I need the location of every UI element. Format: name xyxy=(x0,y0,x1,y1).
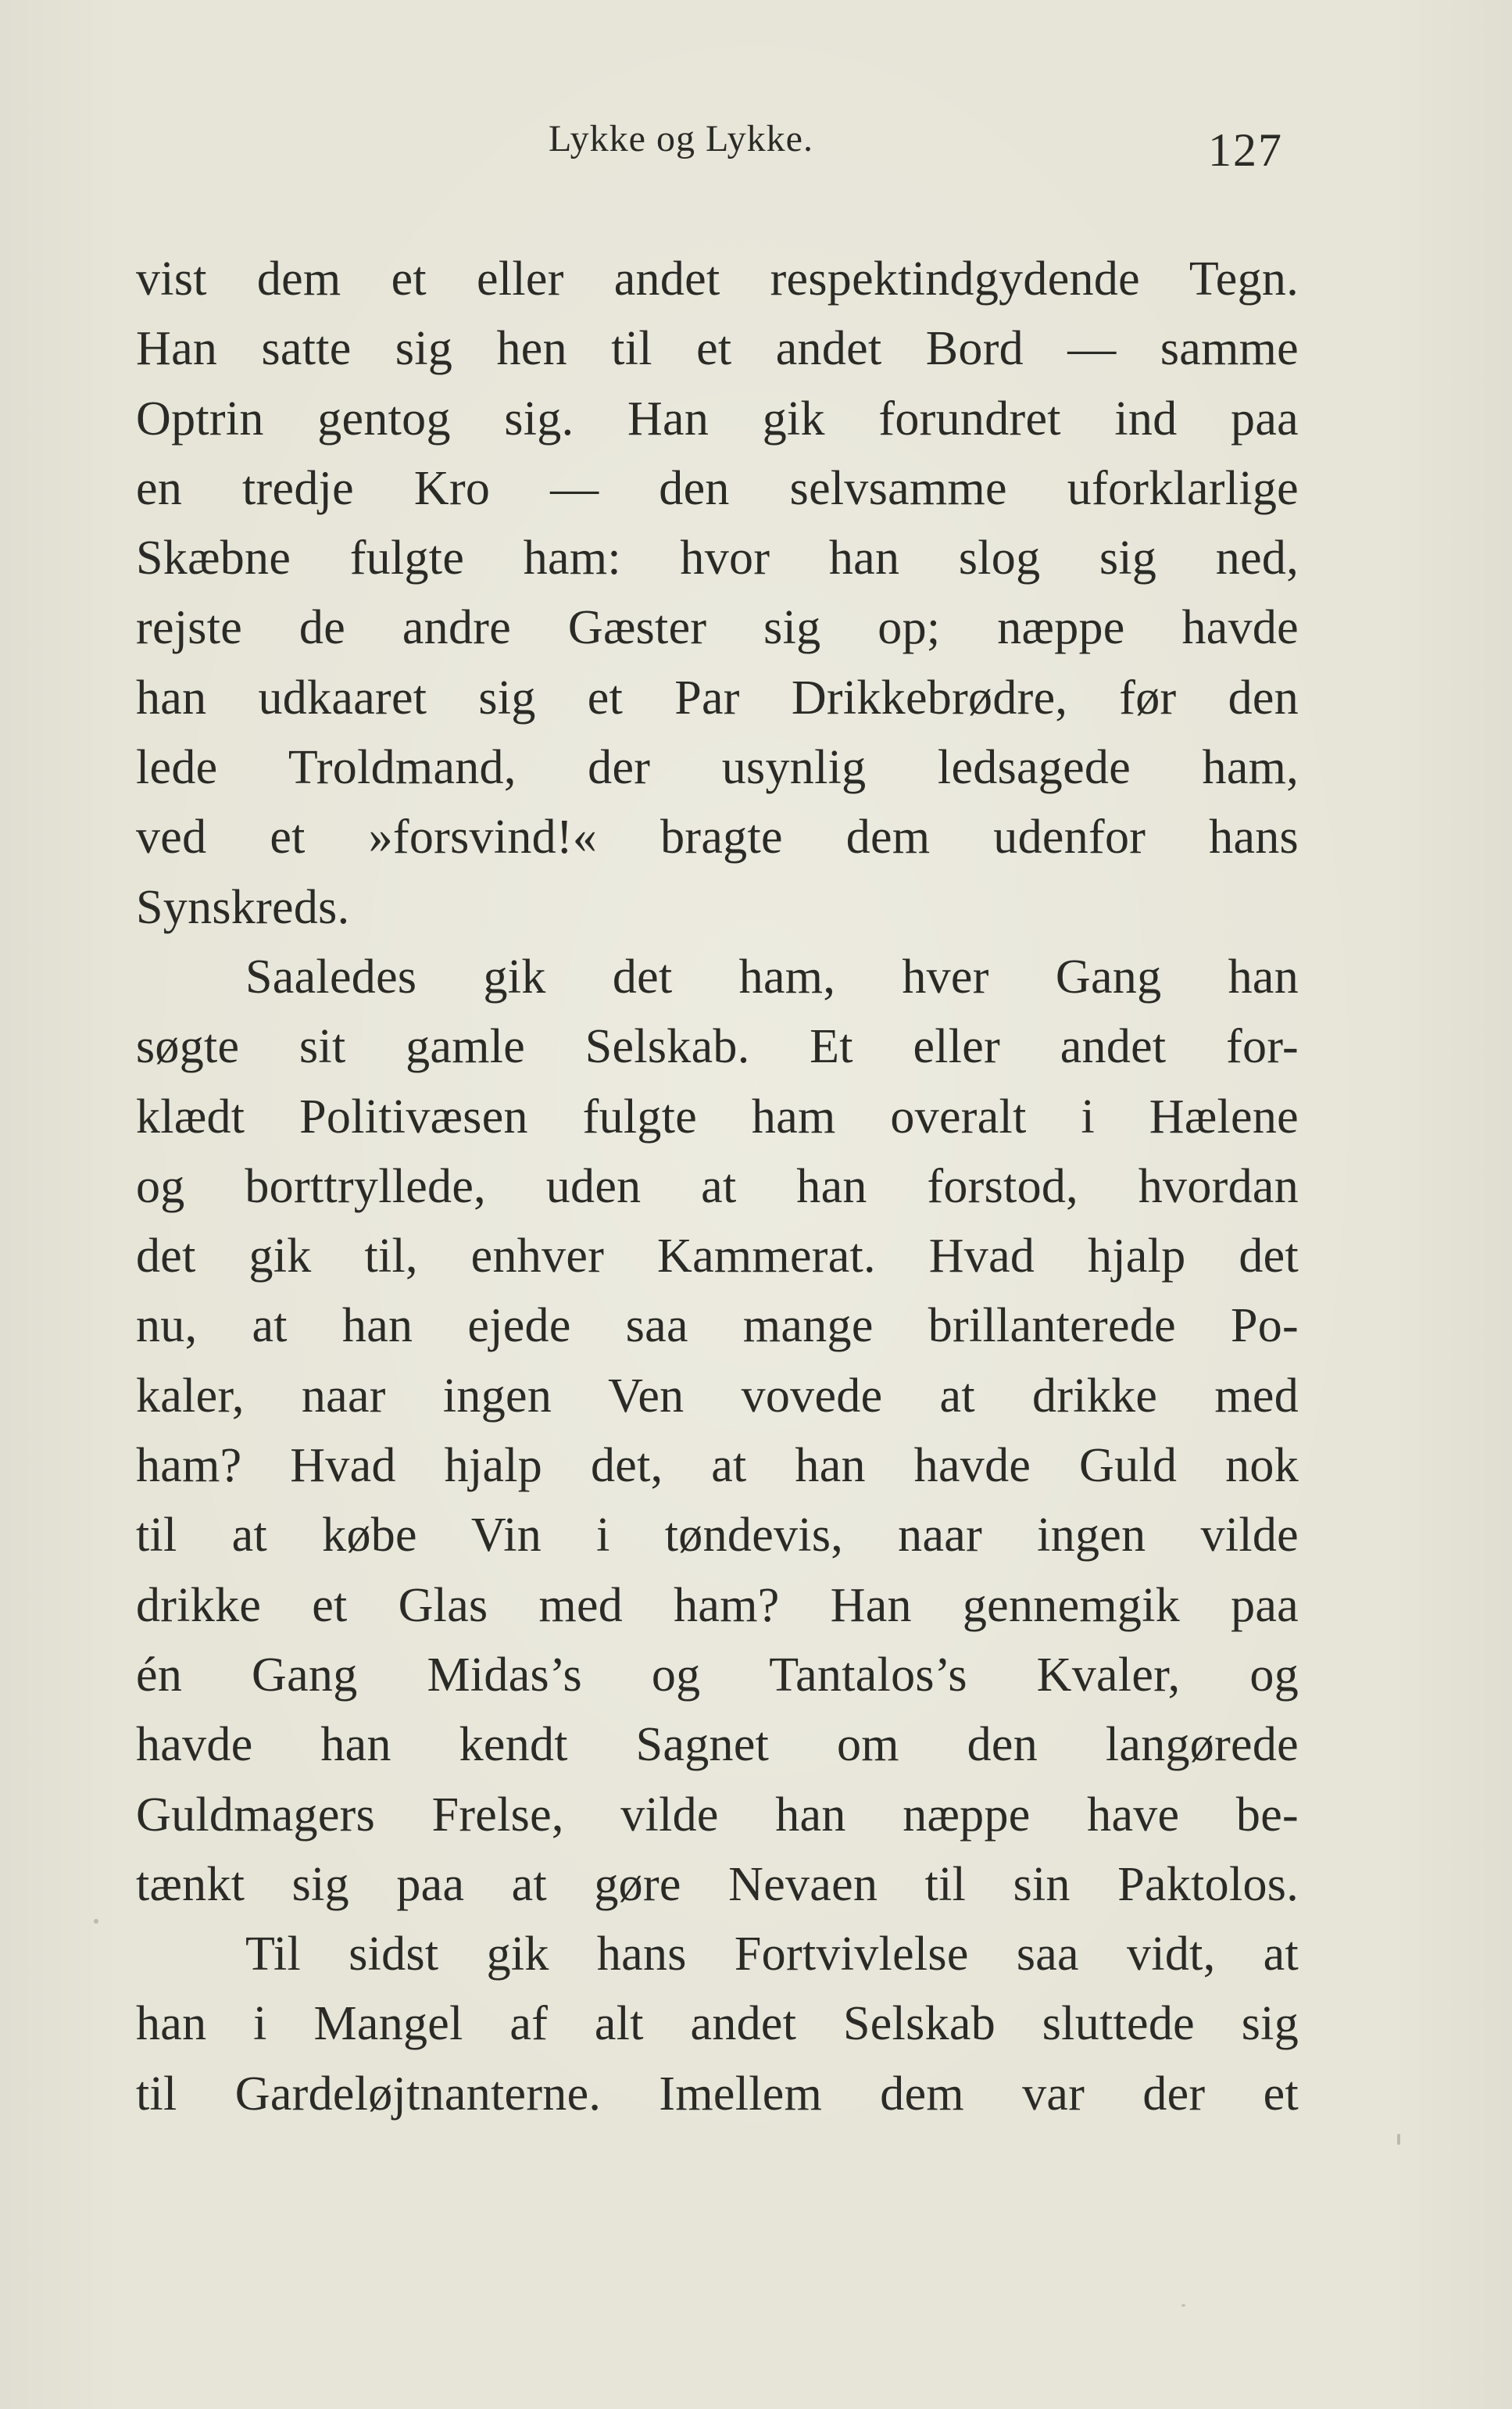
text-line: til Gardeløjtnanterne. Imellem dem var der et xyxy=(136,2067,1299,2121)
text-line: han udkaaret sig et Par Drikkebrødre, før den xyxy=(136,671,1299,725)
running-head xyxy=(0,117,1512,176)
text-line: nu, at han ejede saa mange brillanterede Po- xyxy=(136,1299,1299,1353)
page-number: 127 xyxy=(1208,124,1283,176)
text-line: Saaledes gik det ham, hver Gang han xyxy=(245,950,1299,1004)
text-line: Synskreds. xyxy=(136,880,350,934)
text-line: ham? Hvad hjalp det, at han havde Guld nok xyxy=(136,1439,1299,1493)
text-line: Skæbne fulgte ham: hvor han slog sig ned, xyxy=(136,532,1299,585)
text-line: søgte sit gamle Selskab. Et eller andet for- xyxy=(136,1020,1299,1074)
text-line: ved et »forsvind!« bragte dem udenfor hans xyxy=(136,811,1299,864)
text-line: tænkt sig paa at gøre Nevaen til sin Paktolos. xyxy=(136,1857,1299,1911)
text-line: lede Troldmand, der usynlig ledsagede ham, xyxy=(136,741,1299,795)
body-text xyxy=(136,245,1299,2129)
running-head-title: Lykke og Lykke. xyxy=(549,118,813,159)
text-line: Guldmagers Frelse, vilde han næppe have be- xyxy=(136,1788,1299,1842)
text-line: en tredje Kro — den selvsamme uforklarlige xyxy=(136,461,1299,515)
text-line: han i Mangel af alt andet Selskab sluttede sig xyxy=(136,1997,1299,2051)
paper-speck xyxy=(94,1919,98,1924)
text-line: havde han kendt Sagnet om den langørede xyxy=(136,1718,1299,1772)
text-line: klædt Politivæsen fulgte ham overalt i Hælene xyxy=(136,1090,1299,1144)
text-line: drikke et Glas med ham? Han gennemgik paa xyxy=(136,1578,1299,1632)
text-line: Optrin gentog sig. Han gik forundret ind paa xyxy=(136,392,1299,446)
paper-speck xyxy=(1397,2134,1400,2145)
text-line: rejste de andre Gæster sig op; næppe havde xyxy=(136,601,1299,655)
paper-speck xyxy=(1181,2304,1185,2307)
text-line: det gik til, enhver Kammerat. Hvad hjalp det xyxy=(136,1230,1299,1283)
text-line: til at købe Vin i tøndevis, naar ingen vilde xyxy=(136,1509,1299,1562)
text-line: Han satte sig hen til et andet Bord — samme xyxy=(136,322,1299,376)
text-line: vist dem et eller andet respektindgydende Tegn. xyxy=(136,252,1299,306)
text-line: kaler, naar ingen Ven vovede at drikke med xyxy=(136,1369,1299,1423)
text-line: én Gang Midas’s og Tantalos’s Kvaler, og xyxy=(136,1648,1299,1702)
text-line: Til sidst gik hans Fortvivlelse saa vidt, at xyxy=(245,1928,1299,1981)
text-line: og borttryllede, uden at han forstod, hvordan xyxy=(136,1159,1299,1213)
